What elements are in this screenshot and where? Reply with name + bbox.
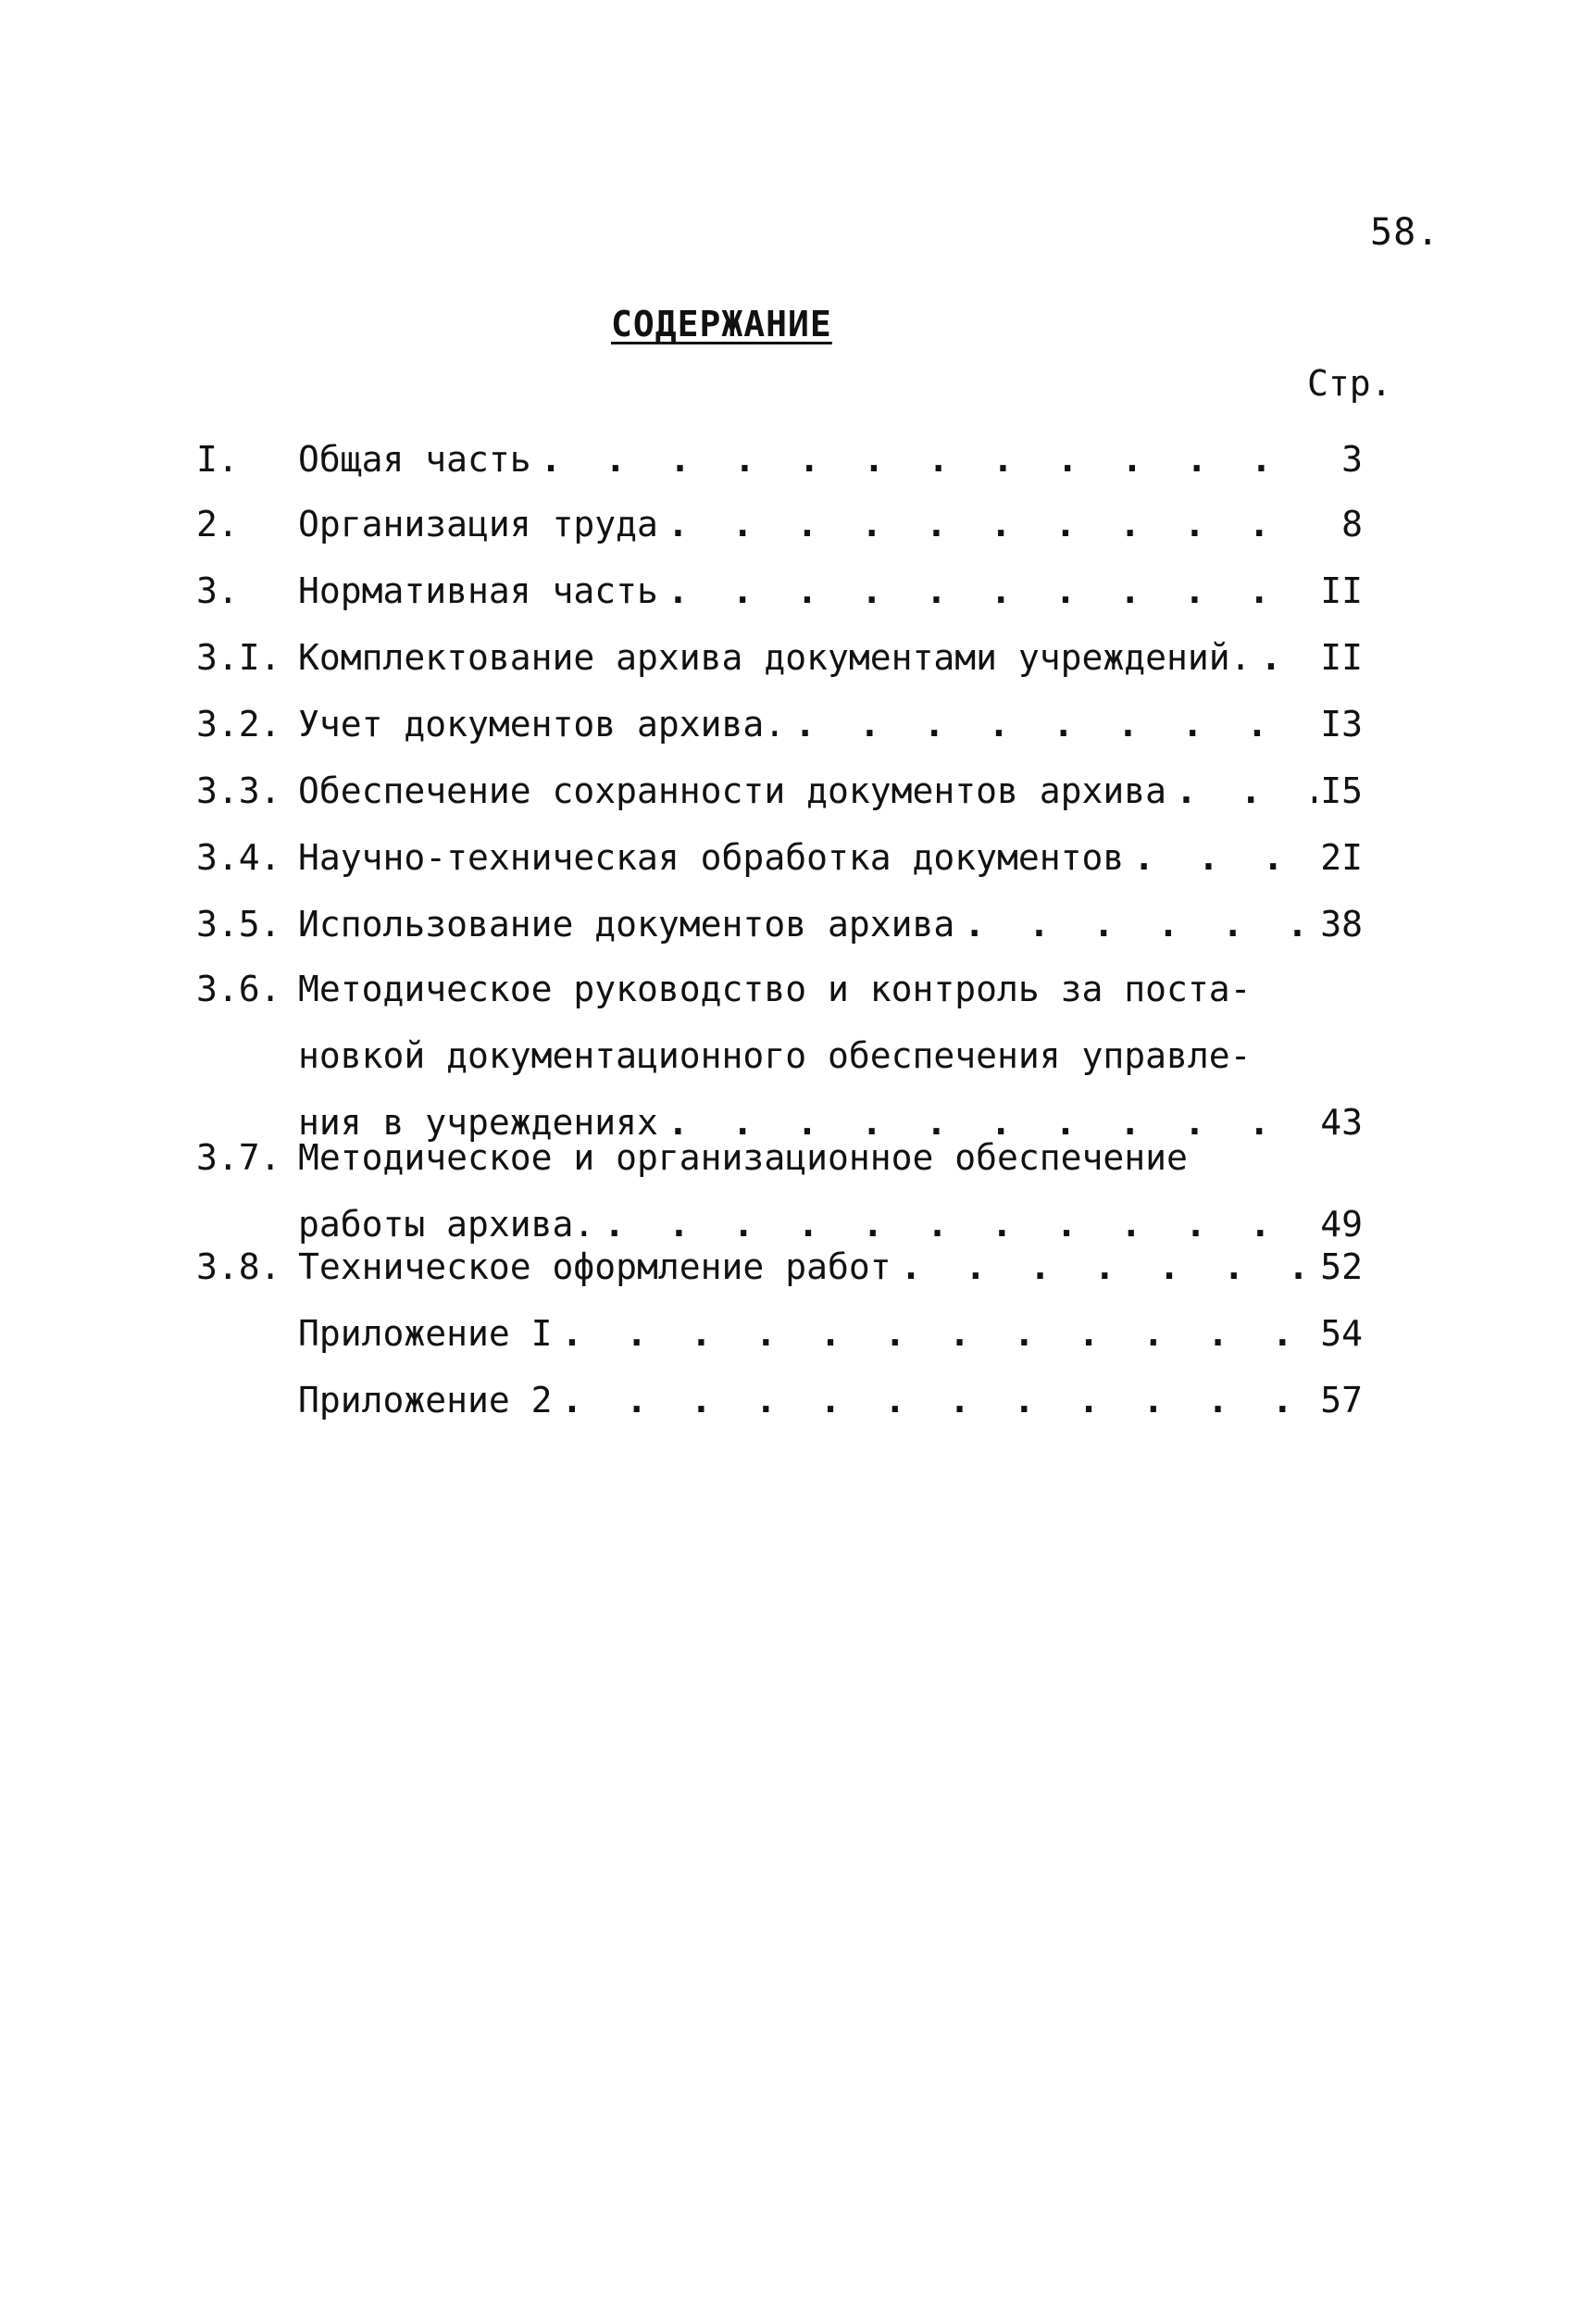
toc-entry-number: 3.I. xyxy=(196,637,281,678)
dot-leader xyxy=(954,898,1316,950)
page-column-label: Стр. xyxy=(1307,363,1392,404)
toc-entry-number: I. xyxy=(196,439,239,480)
toc-entry-page: II xyxy=(1320,637,1363,678)
toc-entry-number: 3.5. xyxy=(196,904,281,945)
page-number: 58. xyxy=(1370,211,1440,254)
dot-leader xyxy=(785,698,1316,750)
toc-entry-page: 3 xyxy=(1341,439,1363,480)
toc-entry-page: 38 xyxy=(1320,904,1363,945)
toc-entry-page: I5 xyxy=(1320,770,1363,811)
toc-entry-text: Использование документов архива xyxy=(298,904,955,945)
toc-entry-body xyxy=(298,698,1363,765)
toc-entry-number: 3.2. xyxy=(196,704,281,745)
toc-entry-page: 2I xyxy=(1320,837,1363,878)
toc-entry-text: Общая часть xyxy=(298,439,531,480)
toc-entry-last-line xyxy=(298,898,1363,965)
toc-entry-page: 43 xyxy=(1320,1102,1363,1143)
toc-entry-last-line xyxy=(298,765,1363,832)
toc-entry-last-line xyxy=(298,832,1363,898)
toc-entry-number: 3.7. xyxy=(196,1137,281,1178)
dot-leader xyxy=(553,1374,1316,1426)
toc-entry-text: Учет документов архива. xyxy=(298,704,786,745)
toc-entry-last-line xyxy=(298,1308,1363,1374)
toc-entry-text: Научно-техническая обработка документов xyxy=(298,837,1125,878)
toc-entry-page: II xyxy=(1320,570,1363,611)
toc-entry-last-line xyxy=(298,433,1363,500)
toc-entry-body xyxy=(298,832,1363,898)
dot-leader xyxy=(531,433,1316,485)
toc-entry-number: 3.3. xyxy=(196,770,281,811)
toc-title: СОДЕРЖАНИЕ xyxy=(611,304,832,344)
toc-entry-number: 3.4. xyxy=(196,837,281,878)
toc-entry-text: ния в учреждениях xyxy=(298,1102,658,1143)
toc-entry-body xyxy=(298,632,1363,698)
toc-entry-body xyxy=(298,1241,1363,1308)
toc-entry-body xyxy=(298,1374,1363,1441)
toc-entry-last-line xyxy=(298,698,1363,765)
toc-entry-text: новкой документационного обеспечения управле- xyxy=(298,1035,1252,1076)
dot-leader xyxy=(658,565,1316,617)
toc-list xyxy=(196,0,1390,2303)
toc-entry-number: 3.8. xyxy=(196,1246,281,1287)
dot-leader xyxy=(553,1308,1316,1359)
toc-entry-body xyxy=(298,565,1363,632)
toc-entry-body xyxy=(298,765,1363,832)
toc-entry-text: Приложение 2 xyxy=(298,1380,553,1421)
toc-entry-last-line xyxy=(298,1374,1363,1441)
toc-entry-page: 57 xyxy=(1320,1380,1363,1421)
toc-entry-text: Приложение I xyxy=(298,1313,553,1354)
toc-entry-text: Организация труда xyxy=(298,504,658,544)
toc-entry-text: Методическое руководство и контроль за поста- xyxy=(298,969,1252,1009)
toc-entry-last-line xyxy=(298,632,1363,698)
toc-entry-body xyxy=(298,433,1363,500)
toc-entry-text: Комплектование архива документами учреждений. xyxy=(298,637,1252,678)
toc-entry-body xyxy=(298,1308,1363,1374)
dot-leader xyxy=(1252,632,1316,683)
toc-entry-text: Нормативная часть xyxy=(298,570,658,611)
dot-leader xyxy=(658,498,1316,550)
toc-entry-page: 8 xyxy=(1341,504,1363,544)
toc-entry-text: Техническое оформление работ xyxy=(298,1246,892,1287)
toc-entry-number: 3. xyxy=(196,570,239,611)
toc-entry-page: 54 xyxy=(1320,1313,1363,1354)
toc-entry-last-line xyxy=(298,1241,1363,1308)
toc-entry-page: 49 xyxy=(1320,1204,1363,1245)
toc-entry-last-line xyxy=(298,565,1363,632)
toc-entry-number: 3.6. xyxy=(196,969,281,1009)
toc-entry-body xyxy=(298,498,1363,565)
dot-leader xyxy=(1166,765,1316,817)
dot-leader xyxy=(892,1241,1316,1293)
toc-entry-number: 2. xyxy=(196,504,239,544)
toc-entry-text: Обеспечение сохранности документов архива xyxy=(298,770,1166,811)
dot-leader xyxy=(1124,832,1316,883)
toc-entry-text: работы архива. xyxy=(298,1204,595,1245)
toc-entry-page: 52 xyxy=(1320,1246,1363,1287)
toc-entry-last-line xyxy=(298,498,1363,565)
toc-entry-page: I3 xyxy=(1320,704,1363,745)
toc-entry-body xyxy=(298,898,1363,965)
toc-entry-text: Методическое и организационное обеспечение xyxy=(298,1137,1188,1178)
